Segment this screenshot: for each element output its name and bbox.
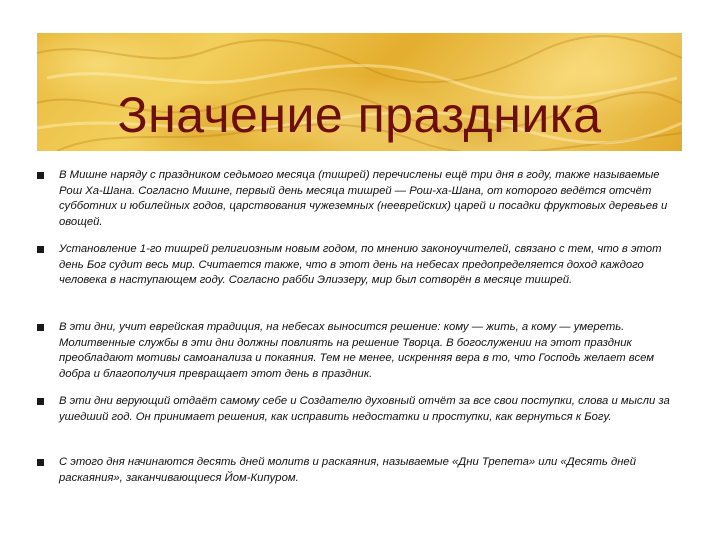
- bullet-text: В эти дни, учит еврейская традиция, на небесах выносится решение: кому — жить, а кому — умереть. Молитвенные службы в эти дни должны повлиять на решение Творца. В богослужении на этот праздник преобладают мотивы самоанализа и покаяния. Тем не менее, искренняя вера в то, что Господь желает всем добра и благополучия превращает этот день в праздник.: [59, 321, 654, 380]
- square-bullet-icon: [37, 324, 44, 331]
- bullet-text: В эти дни верующий отдаёт самому себе и Создателю духовный отчёт за все свои поступки, слова и мысли за ушедший год. Он принимает решения, как исправить недостатки и проступки, как вернуться к Богу.: [59, 395, 670, 423]
- slide-title: Значение праздника: [117, 87, 602, 143]
- square-bullet-icon: [37, 172, 44, 179]
- title-banner: [37, 33, 682, 151]
- square-bullet-icon: [37, 398, 44, 405]
- bullet-text: Установление 1-го тишрей религиозным новым годом, по мнению законоучителей, связано с тем, что в этот день Бог судит весь мир. Считается также, что в этот день на небесах предопределяется доход каждого человека в наступающем году. Согласно рабби Элиэзеру, мир был сотворён в месяце тишрей.: [59, 243, 662, 286]
- square-bullet-icon: [37, 246, 44, 253]
- bullet-text: С этого дня начинаются десять дней молитв и раскаяния, называемые «Дни Трепета» или «Десять дней раскаяния», заканчивающиеся Йом-Кипуром.: [59, 456, 636, 484]
- bullet-text: В Мишне наряду с праздником седьмого месяца (тишрей) перечислены ещё три дня в году, также называемые Рош Ха-Шана. Согласно Мишне, первый день месяца тишрей — Рош-ха-Шана, от которого ведётся отсчёт субботних и юбилейных годов, царствования чужеземных (нееврейских) царей и посадки фруктовых деревьев и овощей.: [59, 169, 668, 228]
- square-bullet-icon: [37, 459, 44, 466]
